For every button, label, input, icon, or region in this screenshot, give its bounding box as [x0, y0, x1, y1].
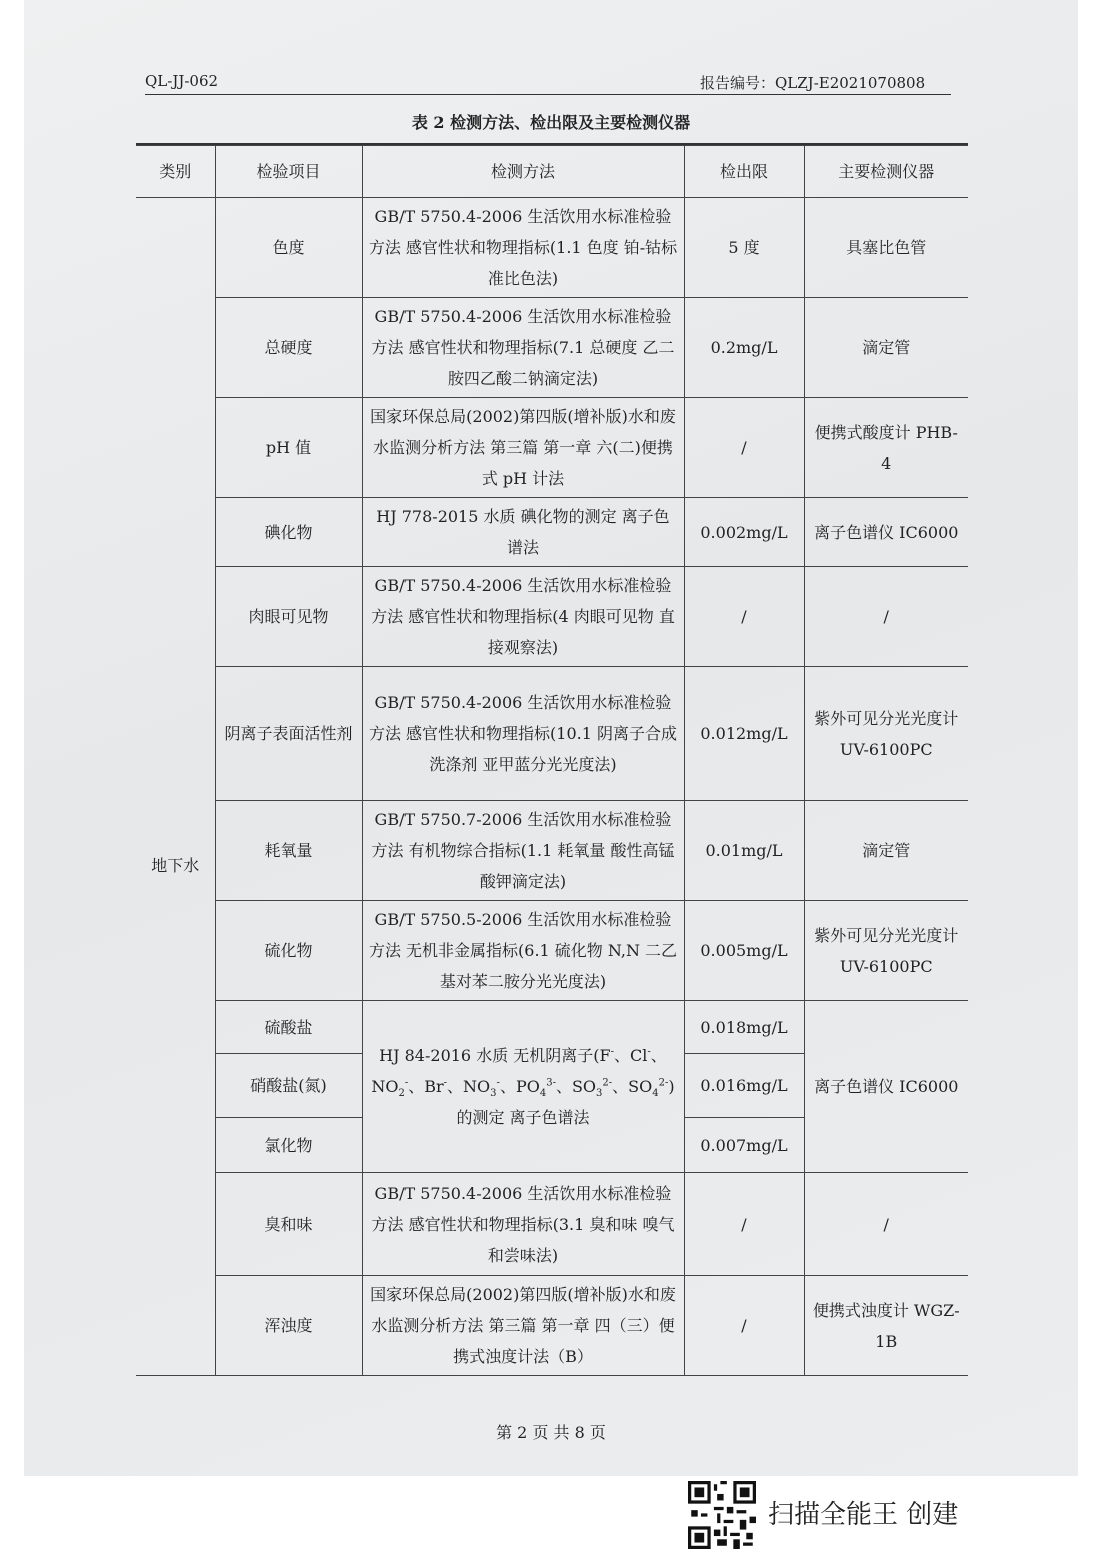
- table-row: [136, 667, 968, 801]
- item-cell: 阴离子表面活性剂: [215, 667, 362, 801]
- instrument-cell: 紫外可见分光光度计 UV-6100PC: [804, 667, 968, 801]
- method-cell: GB/T 5750.4-2006 生活饮用水标准检验方法 感官性状和物理指标(10.1 阴离子合成洗涤剂 亚甲蓝分光光度法): [362, 667, 684, 801]
- col-header-limit: 检出限: [684, 146, 804, 198]
- col-header-item: 检验项目: [215, 146, 362, 198]
- limit-cell: 0.012mg/L: [684, 667, 804, 801]
- instrument-cell: /: [804, 567, 968, 667]
- instrument-cell: 离子色谱仪 IC6000: [804, 498, 968, 567]
- item-cell: 氯化物: [215, 1118, 362, 1173]
- instrument-cell: /: [804, 1173, 968, 1276]
- item-cell: 硫化物: [215, 901, 362, 1001]
- instrument-cell: 滴定管: [804, 298, 968, 398]
- table-header-row: [136, 146, 968, 198]
- item-cell: 肉眼可见物: [215, 567, 362, 667]
- col-header-instrument: 主要检测仪器: [804, 146, 968, 198]
- limit-cell: 0.007mg/L: [684, 1118, 804, 1173]
- limit-cell: 0.016mg/L: [684, 1054, 804, 1118]
- method-cell: GB/T 5750.4-2006 生活饮用水标准检验方法 感官性状和物理指标(4 肉眼可见物 直接观察法): [362, 567, 684, 667]
- anion-method-prefix: HJ 84-2016 水质 无机阴离子(F: [379, 1046, 611, 1065]
- table-row: [136, 1173, 968, 1276]
- instrument-cell: 离子色谱仪 IC6000: [804, 1001, 968, 1173]
- item-cell: 臭和味: [215, 1173, 362, 1276]
- method-cell: GB/T 5750.7-2006 生活饮用水标准检验方法 有机物综合指标(1.1 耗氧量 酸性高锰酸钾滴定法): [362, 801, 684, 901]
- doc-code: QL-JJ-062: [145, 72, 219, 90]
- category-cell: 地下水: [136, 198, 215, 1376]
- limit-cell: /: [684, 398, 804, 498]
- item-cell: 总硬度: [215, 298, 362, 398]
- item-cell: 浑浊度: [215, 1276, 362, 1376]
- instrument-cell: 紫外可见分光光度计 UV-6100PC: [804, 901, 968, 1001]
- limit-cell: 5 度: [684, 198, 804, 298]
- method-cell: GB/T 5750.5-2006 生活饮用水标准检验方法 无机非金属指标(6.1 硫化物 N,N 二乙基对苯二胺分光光度法): [362, 901, 684, 1001]
- item-cell: 色度: [215, 198, 362, 298]
- limit-cell: /: [684, 1173, 804, 1276]
- anion-method-suffix: 的测定 离子色谱法: [456, 1108, 590, 1127]
- item-cell: pH 值: [215, 398, 362, 498]
- report-number: 报告编号：QLZJ-E2021070808: [700, 74, 926, 92]
- item-cell: 碘化物: [215, 498, 362, 567]
- limit-cell: 0.005mg/L: [684, 901, 804, 1001]
- method-cell: GB/T 5750.4-2006 生活饮用水标准检验方法 感官性状和物理指标(1.1 色度 铂-钴标准比色法): [362, 198, 684, 298]
- limit-cell: 0.018mg/L: [684, 1001, 804, 1054]
- method-cell: GB/T 5750.4-2006 生活饮用水标准检验方法 感官性状和物理指标(7.1 总硬度 乙二胺四乙酸二钠滴定法): [362, 298, 684, 398]
- instrument-cell: 具塞比色管: [804, 198, 968, 298]
- item-cell: 硝酸盐(氮): [215, 1054, 362, 1118]
- scanner-brand: 扫描全能王 创建: [768, 1500, 959, 1530]
- qr-code-icon: [688, 1481, 756, 1549]
- limit-cell: /: [684, 1276, 804, 1376]
- limit-cell: 0.2mg/L: [684, 298, 804, 398]
- limit-cell: 0.01mg/L: [684, 801, 804, 901]
- item-cell: 硫酸盐: [215, 1001, 362, 1054]
- method-cell: 国家环保总局(2002)第四版(增补版)水和废水监测分析方法 第三篇 第一章 六(二)便携式 pH 计法: [362, 398, 684, 498]
- instrument-cell: 滴定管: [804, 801, 968, 901]
- method-cell: 国家环保总局(2002)第四版(增补版)水和废水监测分析方法 第三篇 第一章 四（三）便携式浊度计法（B）: [362, 1276, 684, 1376]
- table-row: [136, 801, 968, 901]
- instrument-cell: 便携式酸度计 PHB-4: [804, 398, 968, 498]
- method-cell: GB/T 5750.4-2006 生活饮用水标准检验方法 感官性状和物理指标(3.1 臭和味 嗅气和尝味法): [362, 1173, 684, 1276]
- table-row: [136, 1001, 968, 1054]
- table-row: [136, 198, 968, 298]
- table-row: [136, 567, 968, 667]
- table-caption: 表 2 检测方法、检出限及主要检测仪器: [411, 113, 691, 132]
- table-row: [136, 1276, 968, 1376]
- method-table: [136, 145, 968, 1376]
- limit-cell: /: [684, 567, 804, 667]
- table-row: [136, 901, 968, 1001]
- col-header-method: 检测方法: [362, 146, 684, 198]
- table-row: [136, 298, 968, 398]
- header-rule: [145, 94, 951, 95]
- instrument-cell: 便携式浊度计 WGZ-1B: [804, 1276, 968, 1376]
- table-row: [136, 498, 968, 567]
- table-row: [136, 398, 968, 498]
- limit-cell: 0.002mg/L: [684, 498, 804, 567]
- method-cell: HJ 778-2015 水质 碘化物的测定 离子色谱法: [362, 498, 684, 567]
- col-header-category: 类别: [136, 146, 215, 198]
- anion-method-cell: HJ 84-2016 水质 无机阴离子(F-、Cl-、 $NO_2^-$、Br-、$NO_3^-$、$PO_4^{3-}$、$SO_3^{2-}$、$SO_4^{2-}$) 的测定 离子色谱法: [362, 1001, 684, 1173]
- page-footer: 第 2 页 共 8 页: [496, 1423, 606, 1442]
- item-cell: 耗氧量: [215, 801, 362, 901]
